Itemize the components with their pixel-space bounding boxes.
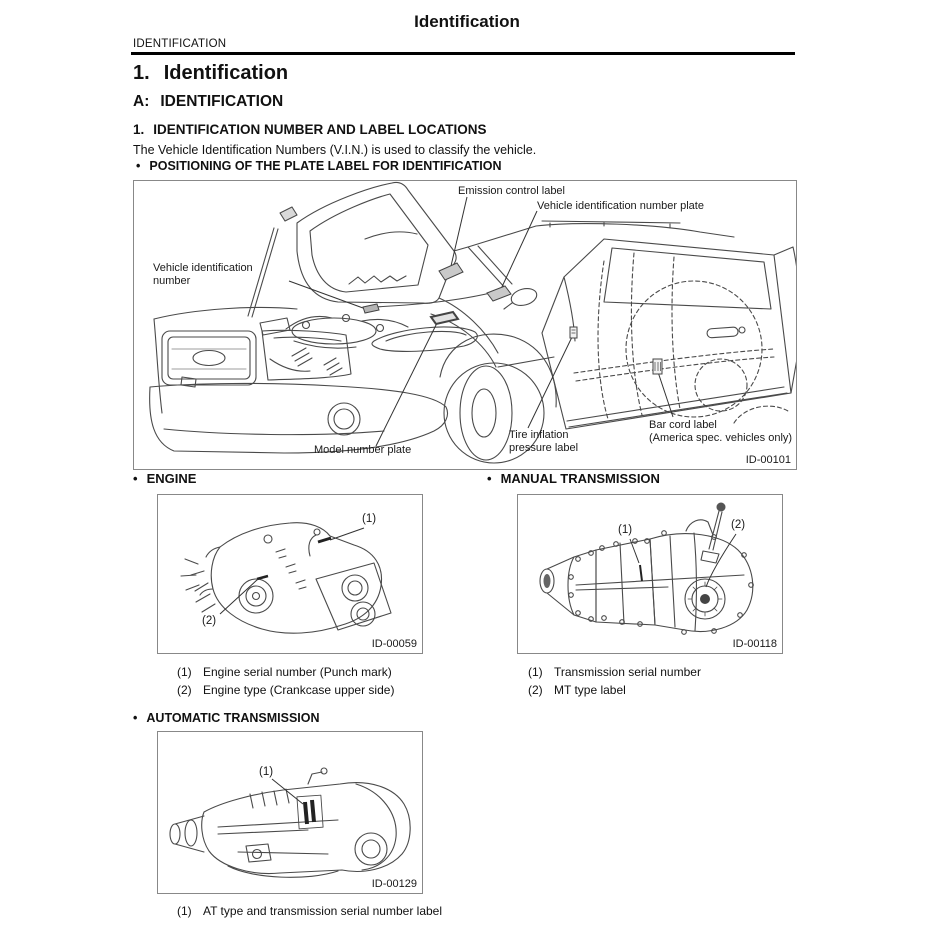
callout-2: (2): [731, 519, 746, 531]
label-bar-cord: Bar cord label (America spec. vehicles only): [649, 419, 793, 444]
leader-vin-number: [289, 281, 363, 308]
legend-item: (2) MT type label: [528, 682, 626, 697]
engine-section-heading: [133, 471, 196, 486]
positioning-heading-text: POSITIONING OF THE PLATE LABEL FOR IDENTIFICATION: [149, 159, 502, 173]
vin-plate-marker: [487, 286, 511, 301]
engine-figure: [157, 494, 423, 654]
heading-2-number: A:: [133, 93, 150, 110]
heading-2: [133, 93, 283, 111]
emission-label-marker: [439, 263, 463, 280]
bullet-icon: •: [136, 159, 141, 173]
leader-engine-1: [330, 528, 364, 540]
leader-at-1: [272, 779, 303, 804]
mt-section-heading: [487, 471, 660, 486]
mt-legend: [528, 664, 701, 699]
leader-vin-plate: [501, 211, 537, 289]
mt-serial-marker: [640, 565, 642, 581]
leader-model-plate: [376, 319, 439, 446]
callout-1: (1): [259, 766, 274, 778]
legend-item: (2) Engine type (Crankcase upper side): [177, 682, 395, 697]
engine-heading-text: ENGINE: [146, 471, 197, 486]
page-title: Identification: [414, 12, 520, 31]
vehicle-figure: [133, 180, 797, 470]
figure-id: ID-00118: [732, 638, 777, 650]
callout-1: (1): [618, 524, 633, 536]
running-head: IDENTIFICATION: [133, 38, 227, 50]
label-model-plate: Model number plate: [314, 444, 412, 456]
callout-1: (1): [362, 513, 377, 525]
leader-tire-label: [528, 337, 572, 428]
model-plate-marker: [431, 312, 458, 324]
heading-3-text: IDENTIFICATION NUMBER AND LABEL LOCATIONS: [153, 122, 487, 137]
heading-3-number: 1.: [133, 122, 145, 137]
label-tire-pressure: Tire inflation pressure label: [509, 429, 579, 454]
engine-type-marker: [257, 576, 268, 579]
label-vin-number: Vehicle identification number: [153, 262, 253, 287]
heading-1-text: Identification: [163, 62, 289, 84]
engine-illustration: [158, 495, 422, 653]
heading-2-text: IDENTIFICATION: [160, 93, 284, 110]
engine-serial-marker: [318, 538, 331, 542]
mt-figure: [517, 494, 783, 654]
label-vin-plate: Vehicle identification number plate: [537, 200, 704, 212]
at-figure: [157, 731, 423, 894]
heading-1: [133, 62, 288, 85]
legend-item: (1) Engine serial number (Punch mark): [177, 665, 392, 679]
vin-number-marker: [363, 304, 379, 313]
bullet-icon: •: [487, 471, 492, 486]
bullet-icon: •: [133, 471, 138, 486]
bullet-icon: •: [133, 711, 138, 725]
figure-id: ID-00101: [745, 454, 791, 466]
header-divider: [131, 52, 795, 55]
figure-id: ID-00059: [371, 638, 417, 650]
engine-legend: [177, 664, 394, 699]
at-section-heading: [133, 711, 320, 725]
label-emission-control: Emission control label: [458, 185, 565, 197]
heading-1-number: 1.: [133, 62, 150, 84]
callout-2: (2): [202, 615, 217, 627]
mt-heading-text: MANUAL TRANSMISSION: [500, 471, 660, 486]
legend-item: (1) AT type and transmission serial number label: [177, 904, 443, 918]
tire-label-marker: [570, 327, 577, 338]
at-legend: [177, 903, 442, 921]
legend-item: (1) Transmission serial number: [528, 665, 701, 679]
at-illustration: [158, 732, 422, 893]
intro-text: The Vehicle Identification Numbers (V.I.N.) is used to classify the vehicle.: [133, 143, 537, 157]
at-heading-text: AUTOMATIC TRANSMISSION: [146, 711, 320, 725]
figure-id: ID-00129: [371, 878, 417, 890]
leader-emission-label: [451, 197, 467, 266]
positioning-heading: [136, 159, 501, 173]
at-type-label-marker: [305, 800, 314, 824]
heading-3: [133, 122, 487, 137]
